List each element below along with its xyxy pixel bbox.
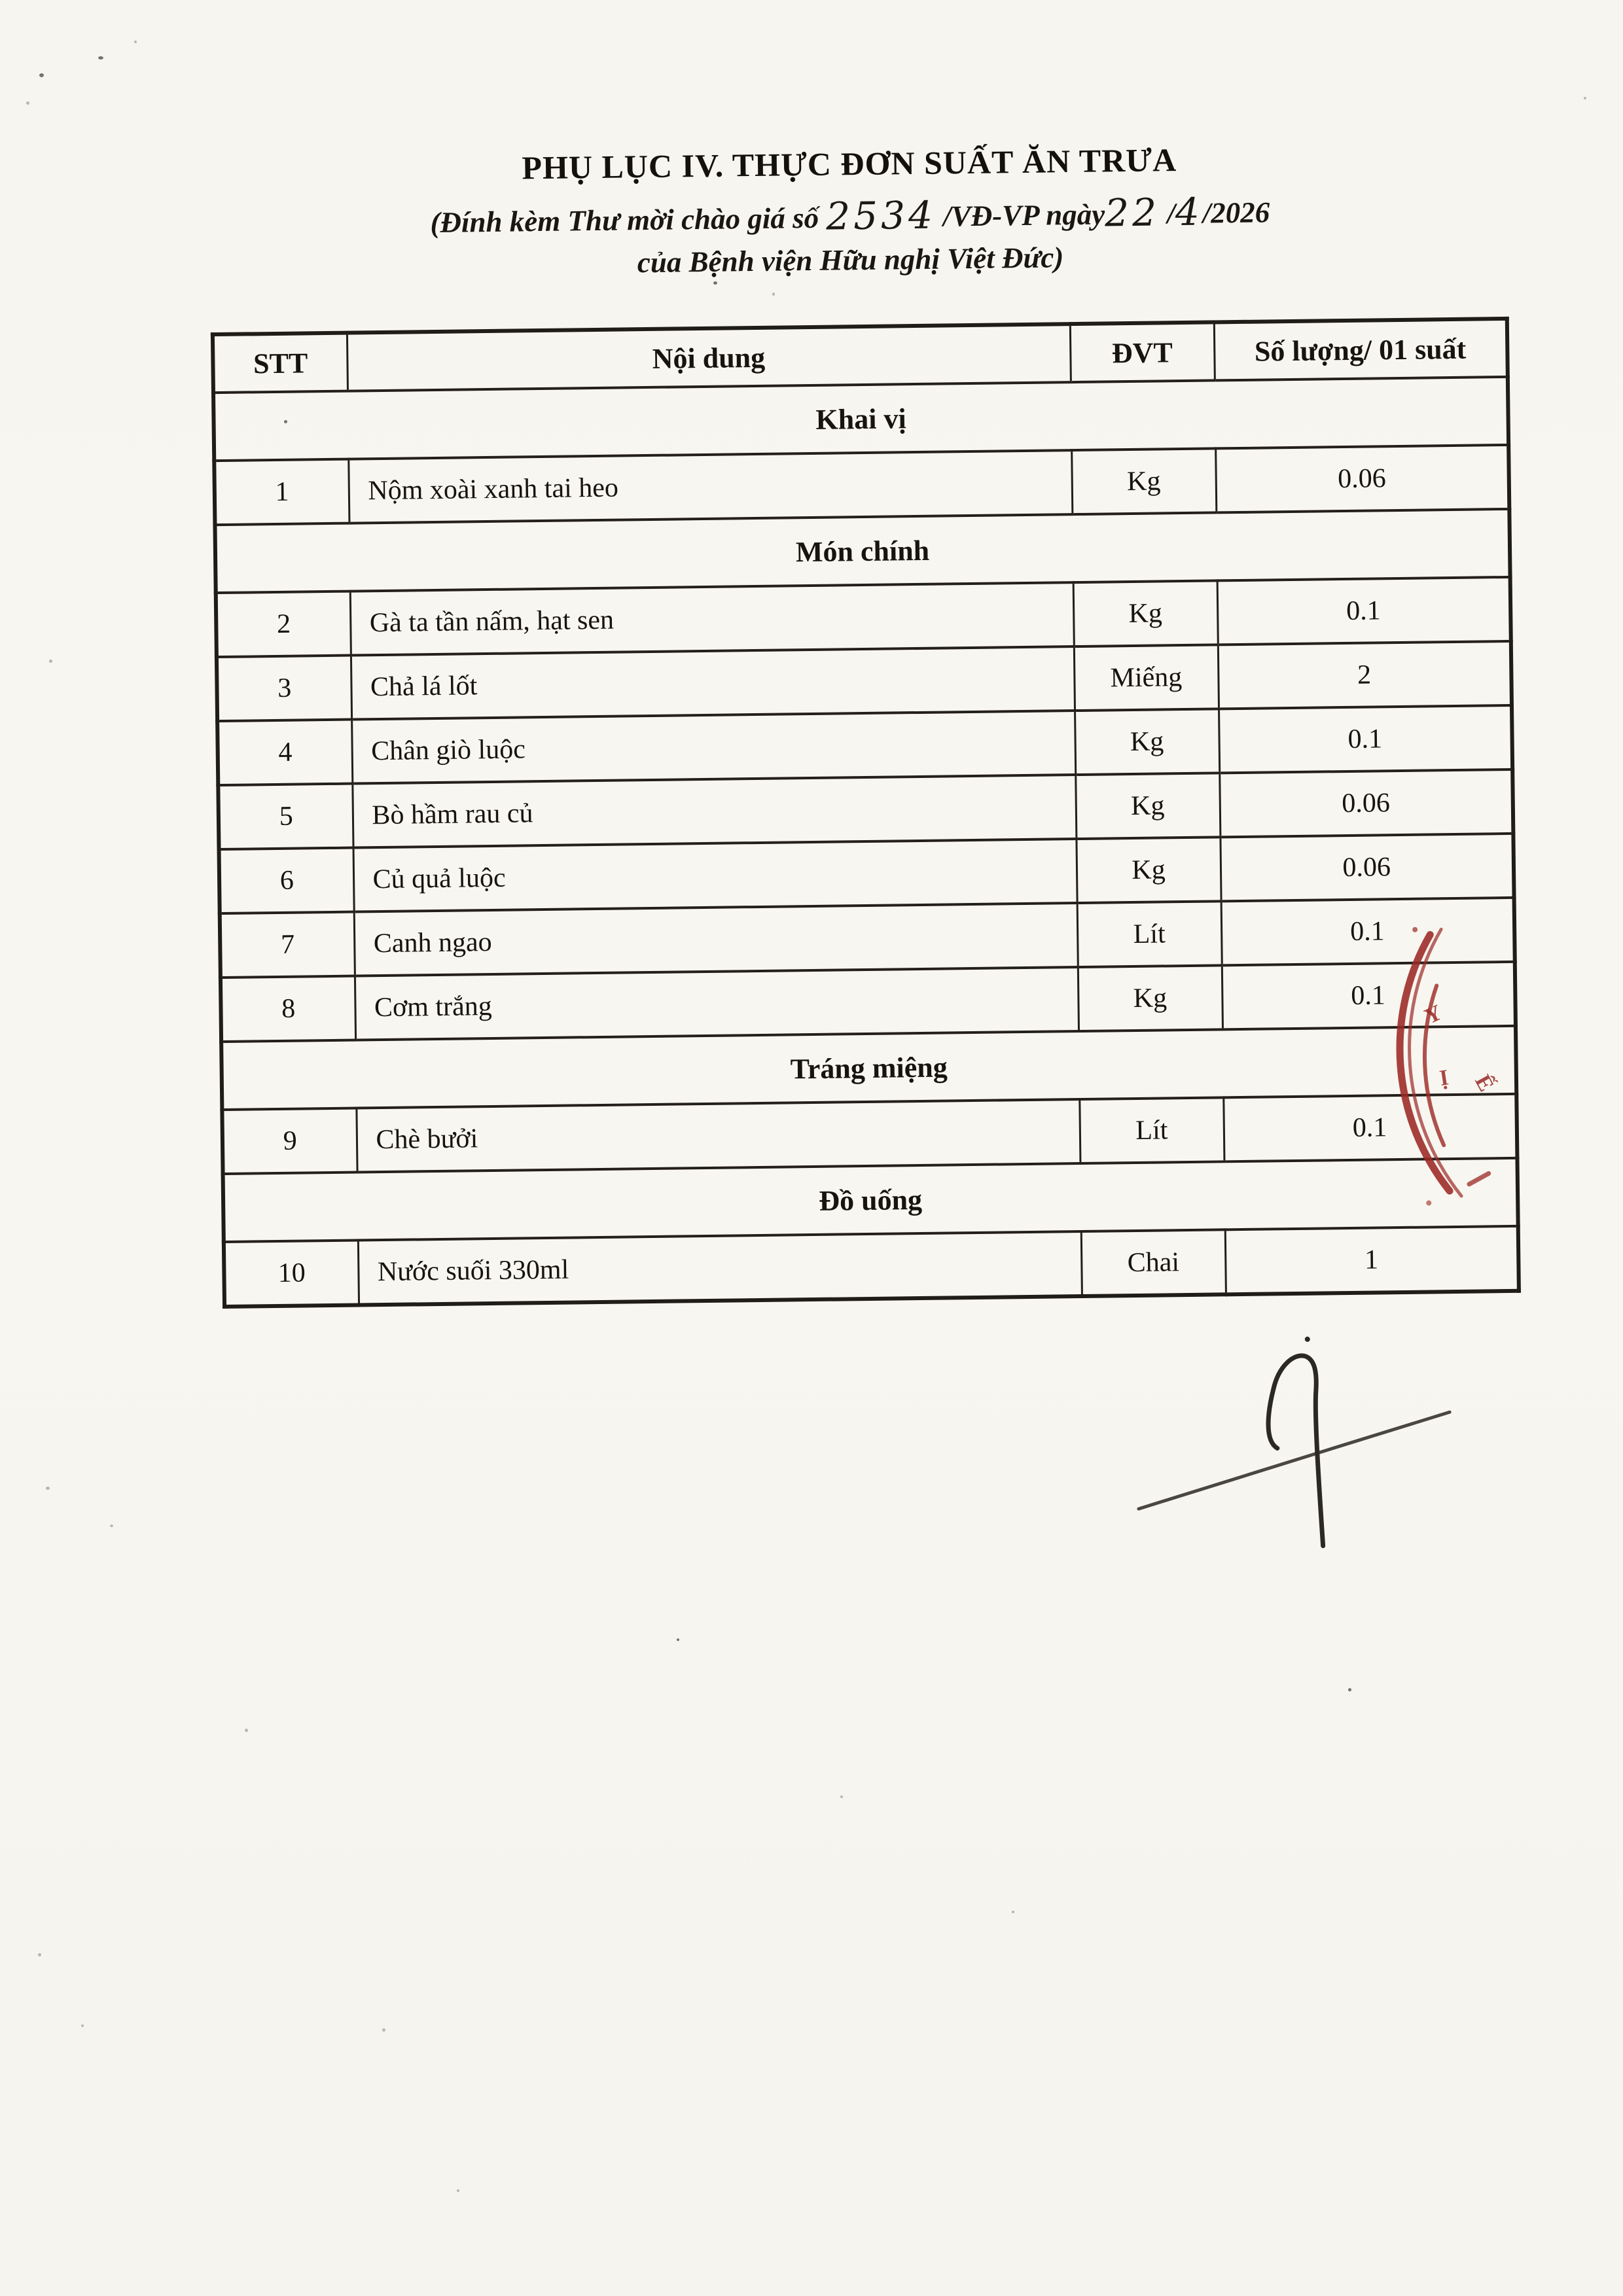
- cell-stt: 10: [224, 1241, 359, 1307]
- section-label: Đồ uống: [223, 1158, 1518, 1242]
- section-label: Tráng miệng: [221, 1026, 1516, 1110]
- scan-speck: [98, 56, 103, 60]
- cell-dvt: Lít: [1077, 901, 1222, 967]
- header-dvt: ĐVT: [1070, 322, 1215, 382]
- stamp-ink-dot: [1426, 1200, 1431, 1205]
- subtitle-printed-prefix: (Đính kèm Thư mời chào giá số: [430, 201, 827, 239]
- cell-dvt: Miếng: [1074, 645, 1219, 711]
- section-label: Khai vị: [213, 377, 1508, 461]
- cell-dvt: Lít: [1079, 1097, 1224, 1163]
- cell-so-luong: 0.1: [1219, 705, 1512, 773]
- scan-speck: [457, 2189, 459, 2192]
- cell-dvt: Kg: [1078, 965, 1222, 1031]
- scan-speck: [840, 1795, 843, 1798]
- cell-stt: 5: [218, 784, 353, 849]
- handwritten-doc-number: 2534: [825, 192, 936, 239]
- cell-noi-dung: Nước suối 330ml: [358, 1231, 1082, 1305]
- menu-table: [211, 317, 1521, 1309]
- stamp-letter-i: Ị: [1438, 1065, 1450, 1091]
- handwritten-day: 22: [1104, 190, 1160, 236]
- section-label: Món chính: [215, 509, 1510, 593]
- cell-so-luong: 0.1: [1217, 577, 1511, 645]
- scan-speck: [772, 292, 775, 296]
- cell-so-luong: 0.1: [1223, 1094, 1517, 1161]
- stamp-letter-e: Ế: [1470, 1070, 1499, 1096]
- cell-noi-dung: Chân giò luộc: [351, 711, 1075, 783]
- stamp-fragment-stroke: [1469, 1173, 1489, 1184]
- cell-so-luong: 0.1: [1222, 962, 1516, 1029]
- scan-speck: [1584, 97, 1586, 99]
- signature-ink-dot: [1305, 1337, 1310, 1342]
- cell-stt: 6: [219, 848, 354, 913]
- cell-dvt: Kg: [1076, 837, 1221, 903]
- page-title: PHỤ LỤC IV. THỰC ĐƠN SUẤT ĂN TRƯA: [522, 141, 1177, 186]
- cell-dvt: Kg: [1073, 580, 1218, 646]
- scan-speck: [49, 660, 52, 663]
- cell-so-luong: 0.1: [1221, 898, 1515, 965]
- cell-so-luong: 1: [1225, 1226, 1519, 1294]
- subtitle-line-2: của Bệnh viện Hữu nghị Việt Đức): [637, 241, 1064, 279]
- cell-so-luong: 0.06: [1219, 769, 1513, 837]
- cell-stt: 8: [221, 976, 355, 1042]
- scan-speck: [713, 281, 717, 285]
- subtitle-year: /2026: [1202, 196, 1270, 230]
- cell-dvt: Kg: [1075, 773, 1220, 839]
- document-header: [103, 135, 1597, 286]
- scan-speck: [382, 2028, 385, 2032]
- cell-noi-dung: Cơm trắng: [355, 967, 1079, 1040]
- cell-stt: 9: [222, 1108, 357, 1174]
- scan-speck: [134, 41, 137, 43]
- cell-dvt: Kg: [1075, 709, 1219, 775]
- scan-speck: [38, 1953, 41, 1956]
- header-noi-dung: Nội dung: [347, 324, 1071, 391]
- header-so-luong: Số lượng/ 01 suất: [1214, 319, 1508, 380]
- signature-ink: [1111, 1332, 1467, 1572]
- cell-stt: 1: [214, 459, 349, 525]
- red-stamp-icon: [1368, 909, 1535, 1225]
- stamp-ink-dot: [1412, 927, 1418, 932]
- scan-speck: [39, 73, 44, 77]
- scan-speck: [110, 1525, 113, 1527]
- cell-dvt: Kg: [1071, 448, 1216, 514]
- cell-stt: 4: [217, 720, 352, 785]
- cell-noi-dung: Chả lá lốt: [351, 646, 1075, 719]
- scan-speck: [284, 420, 287, 423]
- subtitle-slash: /: [1159, 197, 1176, 230]
- cell-so-luong: 2: [1218, 641, 1512, 709]
- cell-noi-dung: Canh ngao: [354, 903, 1078, 976]
- stamp-letter-y: Y: [1421, 1000, 1446, 1029]
- subtitle-printed-mid: /VĐ-VP ngày: [935, 198, 1105, 233]
- stamp-text-fragments: [1421, 1000, 1499, 1097]
- cell-noi-dung: Chè bưởi: [356, 1099, 1080, 1172]
- signature-loop-stroke: [1268, 1356, 1323, 1547]
- scan-speck: [1348, 1688, 1351, 1691]
- scan-speck: [1012, 1911, 1014, 1913]
- scan-speck: [245, 1729, 248, 1732]
- scan-speck: [81, 2024, 84, 2027]
- signature-diagonal-stroke: [1137, 1412, 1451, 1509]
- handwritten-month: 4: [1175, 189, 1204, 235]
- cell-noi-dung: Gà ta tần nấm, hạt sen: [350, 582, 1074, 655]
- cell-noi-dung: Nộm xoài xanh tai heo: [348, 450, 1072, 523]
- scan-speck: [26, 101, 29, 105]
- cell-stt: 7: [220, 912, 355, 978]
- cell-stt: 2: [216, 592, 351, 657]
- header-stt: STT: [213, 333, 348, 393]
- cell-dvt: Chai: [1081, 1229, 1226, 1296]
- cell-noi-dung: Bò hầm rau củ: [352, 775, 1076, 847]
- scan-speck: [46, 1487, 50, 1490]
- cell-noi-dung: Củ quả luộc: [353, 839, 1077, 911]
- cell-stt: 3: [217, 656, 351, 721]
- scan-speck: [677, 1638, 679, 1641]
- cell-so-luong: 0.06: [1215, 445, 1509, 512]
- cell-so-luong: 0.06: [1220, 834, 1514, 901]
